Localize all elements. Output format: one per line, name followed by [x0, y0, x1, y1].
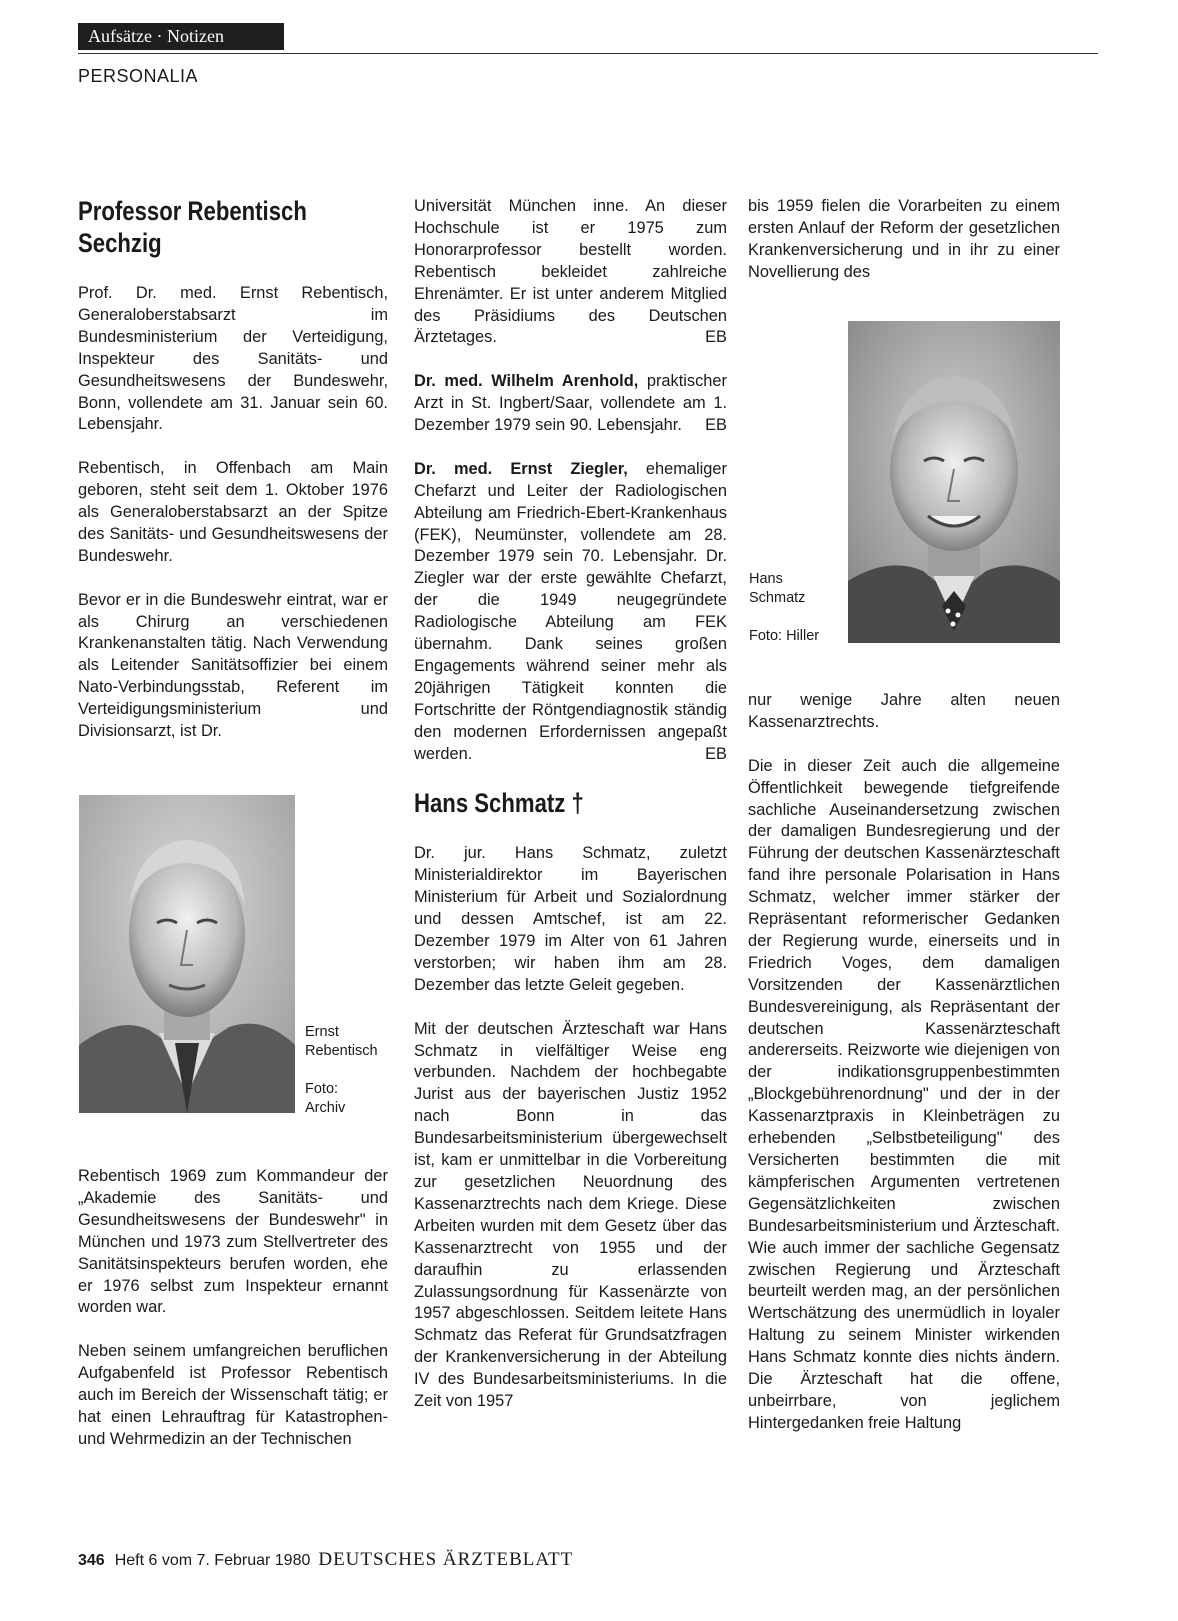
- magazine-name: DEUTSCHES ÄRZTEBLATT: [318, 1549, 574, 1570]
- caption-schmatz: [749, 570, 845, 646]
- caption-name-line2: Schmatz: [749, 590, 806, 606]
- page-number: 346: [78, 1552, 105, 1569]
- paragraph-text: praktischer Arzt in St. Ingbert/Saar, vollendete am 1. Dezember 1979 sein 90. Lebensjahr.: [414, 372, 727, 435]
- paragraph: Prof. Dr. med. Ernst Rebentisch, Generaloberstabsarzt im Bundesministerium der Verteidigung, Inspekteur des Sanitäts- und Gesundheitswesens der Bundeswehr, Bonn, vollendete am 31. Januar sein 60. Lebensjahr.: [78, 284, 388, 434]
- paragraph: nur wenige Jahre alten neuen Kassenarztrechts.: [748, 691, 1060, 731]
- paragraph-text: ehemaliger Chefarzt und Leiter der Radiologischen Abteilung am Friedrich-Ebert-Krankenhaus (FEK), Neumünster, vollendete am 28. Dezember 1979 sein 70. Lebensjahr. Dr. Ziegler war der erste gewählte Chefarzt, der die 1949 neugegründete Radiologische Abteilung am FEK übernahm. Dank seines großen Engagements während seiner mehr als 20jährigen Tätigkeit konnten die Fortschritte der Röntgendiagnostik ständig den modernen Erfordernissen angepaßt werden.: [414, 459, 727, 763]
- paragraph: [414, 371, 727, 437]
- paragraph: [414, 459, 727, 766]
- paragraph: Die in dieser Zeit auch die allgemeine Öffentlichkeit bewegende tiefgreifende sachliche Auseinandersetzung zwischen der damaligen Bundesregierung und der Führung der deutschen Kassenärzteschaft fand ihre personale Polarisation in Hans Schmatz, welcher immer stärker der Repräsentant reformerischer Gedanken der Regierung wurde, einerseits und in Friedrich Voges, dem damaligen Vorsitzenden der Kassenärztlichen Bundesvereinigung, als Repräsentant der deutschen Kassenärzteschaft andererseits. Reizworte wie diejenigen von der indikationsgruppenbestimmten „Blockgebührenordnung" und der in der Kassenarztpraxis in Kleinbeträgen zu erhebenden „Selbstbeteiligung" des Versicherten bestimmten die mit kämpferischen Argumenten vertretenen Gegensätzlichkeiten zwischen Bundesarbeitsministerium und Ärzteschaft. Wie auch immer der sachliche Gegensatz zwischen Regierung und Ärzteschaft beurteilt werden mag, an der persönlichen Wertschätzung des unermüdlich in loyaler Haltung zu seinem Minister wirkenden Hans Schmatz konnte dies nichts ändern. Die Ärzteschaft hat die offene, unbeirrbare, von jeglichem Hintergedanken freie Haltung: [748, 756, 1060, 1432]
- paragraph: bis 1959 fielen die Vorarbeiten zu einem ersten Anlauf der Reform der gesetzlichen Krankenversicherung und in ihr zu einer Novellierung des: [748, 197, 1060, 281]
- footer: [78, 1549, 573, 1571]
- paragraph: [414, 196, 727, 349]
- portrait-rebentisch-image: [79, 795, 295, 1113]
- column-2: [414, 196, 727, 1413]
- header-rule: [78, 53, 1098, 54]
- article-title-schmatz: Hans Schmatz †: [414, 788, 584, 819]
- article-title-rebentisch-line2: Sechzig: [78, 228, 162, 258]
- column-3: [748, 196, 1060, 284]
- category-bar: [78, 23, 284, 50]
- person-name: Dr. med. Ernst Ziegler,: [414, 459, 628, 478]
- signature-eb: EB: [705, 744, 727, 763]
- column-1-lower: [78, 1166, 388, 1451]
- signature-eb: EB: [705, 328, 727, 347]
- paragraph: Rebentisch, in Offenbach am Main geboren, steht seit dem 1. Oktober 1976 als Generaloberstabsarzt an der Spitze des Sanitäts- und Gesundheitswesens der Bundeswehr.: [78, 459, 388, 565]
- caption-name-line1: Hans: [749, 571, 783, 587]
- caption-foto-line1: Foto:: [305, 1081, 339, 1097]
- article-title-rebentisch-line1: Professor Rebentisch: [78, 196, 307, 226]
- paragraph: Bevor er in die Bundeswehr eintrat, war er als Chirurg an verschiedenen Krankenanstalten tätig. Nach Verwendung als Leitender Sanitätsoffizier bei einem Nato-Verbindungsstab, Referent im Verteidigungsministerium und Divisionsarzt, ist Dr.: [78, 590, 388, 741]
- category-label: Aufsätze · Notizen: [88, 26, 224, 46]
- caption-foto-line2: Archiv: [305, 1100, 346, 1116]
- person-name: Dr. med. Wilhelm Arenhold,: [414, 372, 639, 391]
- photo-hans-schmatz: [848, 321, 1060, 643]
- section-title: PERSONALIA: [78, 66, 199, 86]
- paragraph: Neben seinem umfangreichen beruflichen Aufgabenfeld ist Professor Rebentisch auch im Bereich der Wissenschaft tätig; er hat einen Lehrauftrag für Katastrophen- und Wehrmedizin an der Technischen: [78, 1342, 388, 1448]
- caption-rebentisch: [305, 1023, 405, 1118]
- issue-info: Heft 6 vom 7. Februar 1980: [114, 1552, 311, 1569]
- paragraph-text: Universität München inne. An dieser Hochschule ist er 1975 zum Honorarprofessor bestellt worden. Rebentisch bekleidet zahlreiche Ehrenämter. Er ist unter anderem Mitglied des Präsidiums des Deutschen Ärztetages.: [414, 197, 727, 347]
- column-3-lower: [748, 690, 1060, 1435]
- signature-eb: EB: [705, 416, 727, 435]
- paragraph: Dr. jur. Hans Schmatz, zuletzt Ministerialdirektor im Bayerischen Ministerium für Arbeit und Sozialordnung und dessen Amtschef, ist am 22. Dezember 1979 im Alter von 61 Jahren verstorben; wir haben ihm am 28. Dezember das letzte Geleit gegeben.: [414, 844, 727, 994]
- photo-ernst-rebentisch: [79, 795, 295, 1113]
- caption-name-line2: Rebentisch: [305, 1043, 378, 1059]
- paragraph: Rebentisch 1969 zum Kommandeur der „Akademie des Sanitäts- und Gesundheitswesens der Bundeswehr" in München und 1973 zum Stellvertreter des Sanitätsinspekteurs berufen worden, ehe er 1976 selbst zum Inspekteur ernannt worden war.: [78, 1167, 388, 1317]
- caption-name-line1: Ernst: [305, 1024, 339, 1040]
- portrait-schmatz-image: [848, 321, 1060, 643]
- paragraph: Mit der deutschen Ärzteschaft war Hans Schmatz in vielfältiger Weise eng verbunden. Nachdem der hochbegabte Jurist aus der bayerischen Justiz 1952 nach Bonn in das Bundesarbeitsministerium übergewechselt ist, kam er unmittelbar in die Vorbereitung zur gesetzlichen Neuordnung des Kassenarztrechts nach dem Kriege. Diese Arbeiten wurden mit dem Gesetz über das Kassenarztrecht von 1955 und der daraufhin zu erlassenden Zulassungsordnung für Kassenärzte von 1957 abgeschlossen. Seitdem leitete Hans Schmatz das Referat für Grundsatzfragen der Krankenversicherung in der Abteilung IV des Bundesarbeitsministeriums. In die Zeit von 1957: [414, 1019, 727, 1411]
- caption-foto: Foto: Hiller: [749, 628, 820, 644]
- column-1: [78, 195, 388, 743]
